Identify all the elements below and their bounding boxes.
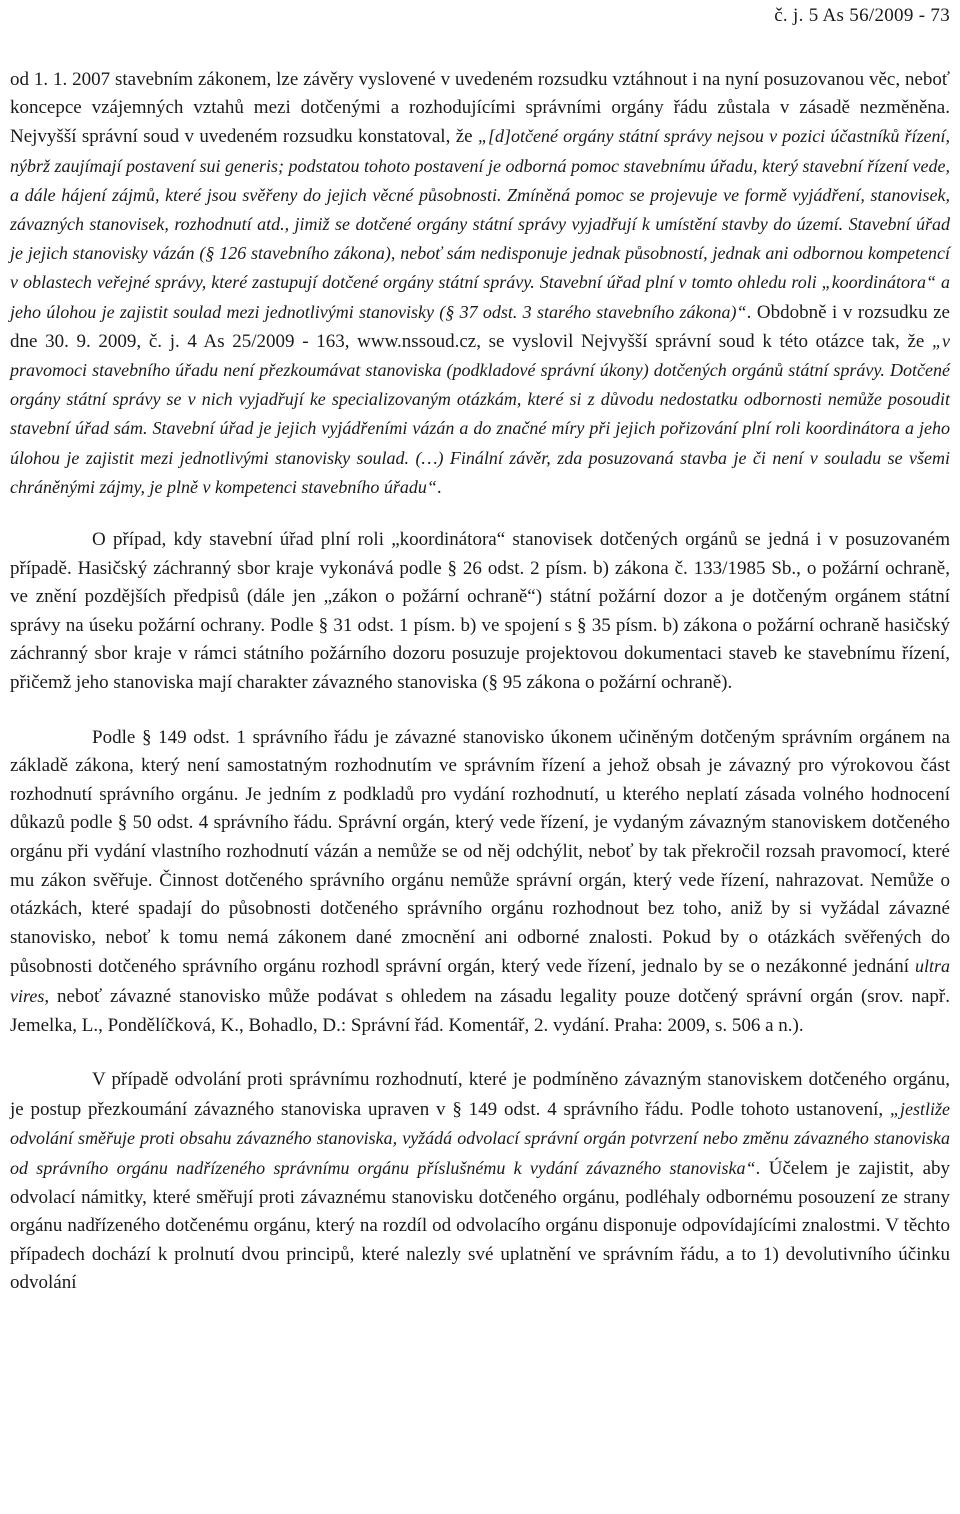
paragraph-3 <box>10 724 950 1041</box>
body-text-run: od 1. 1. 2007 stavebním zákonem, lze závěry vyslovené v uvedeném rozsudku vztáhnout i na nyní posuzovanou věc, neboť koncepce vzájemných vztahů mezi dotčenými a rozhodujícími správními orgány řádu zůstala v zásadě nezměněna. Nejvyšší správní soud v uvedeném rozsudku konstatoval, že <box>10 69 950 148</box>
body-text-run: Podle § 149 odst. 1 správního řádu je závazné stanovisko úkonem učiněným dotčeným správním orgánem na základě zákona, který není samostatným rozhodnutím ve správním řízení a jehož obsah je závazný pro výrokovou část rozhodnutí správního orgánu. Je jedním z podkladů pro vydání rozhodnutí, u kterého neplatí zásada volného hodnocení důkazů podle § 50 odst. 4 správního řádu. Správní orgán, který vede řízení, je vydaným závazným stanoviskem dotčeného orgánu při vydání vlastního rozhodnutí vázán a nemůže se od něj odchýlit, neboť by tak překročil rozsah pravomocí, které mu zákon svěřuje. Činnost dotčeného správního orgánu nemůže správní orgán, který vede řízení, nahrazovat. Nemůže o otázkách, které spadají do působnosti dotčeného správního orgánu rozhodnout bez toho, aniž by si vyžádal závazné stanovisko, neboť k tomu nemá zákonem dané zmocnění ani odborné znalosti. Pokud by o otázkách svěřených do působnosti dotčeného správního orgánu rozhodl správní orgán, který vede řízení, jednalo by se o nezákonné jednání <box>10 726 950 978</box>
quoted-text: „[d]otčené orgány státní správy nejsou v pozici účastníků řízení, nýbrž zaujímají postavení sui generis; podstatou tohoto postavení je odborná pomoc stavebnímu úřadu, který stavební řízení vede, a dále hájení zájmů, které jsou svěřeny do jejich věcné působnosti. Zmíněná pomoc se projevuje ve formě vyjádření, stanovisek, závazných stanovisek, rozhodnutí atd., jimiž se dotčené orgány státní správy vyjadřují k umístění stavby do území. Stavební úřad je jejich stanovisky vázán (§ 126 stavebního zákona), neboť sám nedisponuje jednak působností, jednak ani odbornou kompetencí v oblastech veřejné správy, které zastupují dotčené orgány státní správy. Stavební úřad plní v tomto ohledu roli „koordinátora“ a jeho úlohou je zajistit soulad mezi jednotlivými stanovisky (§ 37 odst. 3 starého stavebního zákona)“ <box>10 126 950 322</box>
quoted-text: „v pravomoci stavebního úřadu není přezkoumávat stanoviska (podkladové správní úkony) dotčených orgánů státní správy. Dotčené orgány státní správy se v nich vyjadřují ke specializovaným otázkám, které si z důvodu nedostatku odbornosti nemůže posoudit stavební úřad sám. Stavební úřad je jejich vyjádřeními vázán a do značné míry při jejich pořizování plní roli koordinátora a jeho úlohou je zajistit mezi jednotlivými stanovisky soulad. (…) Finální závěr, zda posuzovaná stavba je či není v souladu se všemi chráněnými zájmy, je plně v kompetenci stavebního úřadu“ <box>10 330 950 497</box>
body-text-run: O případ, kdy stavební úřad plní roli „koordinátora“ stanovisek dotčených orgánů se jedná i v posuzovaném případě. Hasičský záchranný sbor kraje vykonává podle § 26 odst. 2 písm. b) zákona č. 133/1985 Sb., o požární ochraně, ve znění pozdějších předpisů (dále jen „zákon o požární ochraně“) státní požární dozor a je dotčeným orgánem státní správy na úseku požární ochrany. Podle § 31 odst. 1 písm. b) ve spojení s § 35 písm. b) zákona o požární ochraně hasičský záchranný sbor kraje v rámci státního požárního dozoru posuzuje projektovou dokumentaci staveb ke stavebnímu řízení, přičemž jeho stanoviska mají charakter závazného stanoviska (§ 95 zákona o požární ochraně). <box>10 529 950 694</box>
paragraph-2 <box>10 526 950 698</box>
paragraph-4 <box>10 1066 950 1298</box>
body-text-run: V případě odvolání proti správnímu rozhodnutí, které je podmíněno závazným stanoviskem dotčeného orgánu, je postup přezkoumání závazného stanoviska upraven v § 149 odst. 4 správního řádu. Podle tohoto ustanovení, <box>10 1069 950 1120</box>
body-text-run: . <box>436 476 442 498</box>
paragraph-1 <box>10 66 950 502</box>
body-text-run: . Obdobně i v rozsudku ze dne 30. 9. 2009, č. j. 4 As 25/2009 - 163, www.nssoud.cz, se vyslovil Nejvyšší správní soud k této otázce tak, že <box>10 301 950 352</box>
quoted-text: „jestliže odvolání směřuje proti obsahu závazného stanoviska, vyžádá odvolací správní orgán potvrzení nebo změnu závazného stanoviska od správního orgánu nadřízeného správnímu orgánu příslušnému k vydání závazného stanoviska“ <box>10 1098 950 1178</box>
quoted-text: ultra vires <box>10 956 950 1006</box>
case-number-header: č. j. 5 As 56/2009 - 73 <box>774 5 950 26</box>
body-text-run: , neboť závazné stanovisko může podávat s ohledem na zásadu legality pouze dotčený správní orgán (srov. např. Jemelka, L., Pondělíčková, K., Bohadlo, D.: Správní řád. Komentář, 2. vydání. Praha: 2009, s. 506 a n.). <box>10 985 950 1036</box>
document-body <box>10 66 950 1324</box>
body-text-run: . Účelem je zajistit, aby odvolací námitky, které směřují proti závaznému stanovisku dotčeného orgánu, podléhaly odbornému posouzení ze strany orgánu nadřízeného dotčenému orgánu, který na rozdíl od odvolacího orgánu disponuje odpovídajícími znalostmi. V těchto případech dochází k prolnutí dvou principů, které nalezly své uplatnění ve správním řádu, a to 1) devolutivního účinku odvolání <box>10 1157 951 1294</box>
